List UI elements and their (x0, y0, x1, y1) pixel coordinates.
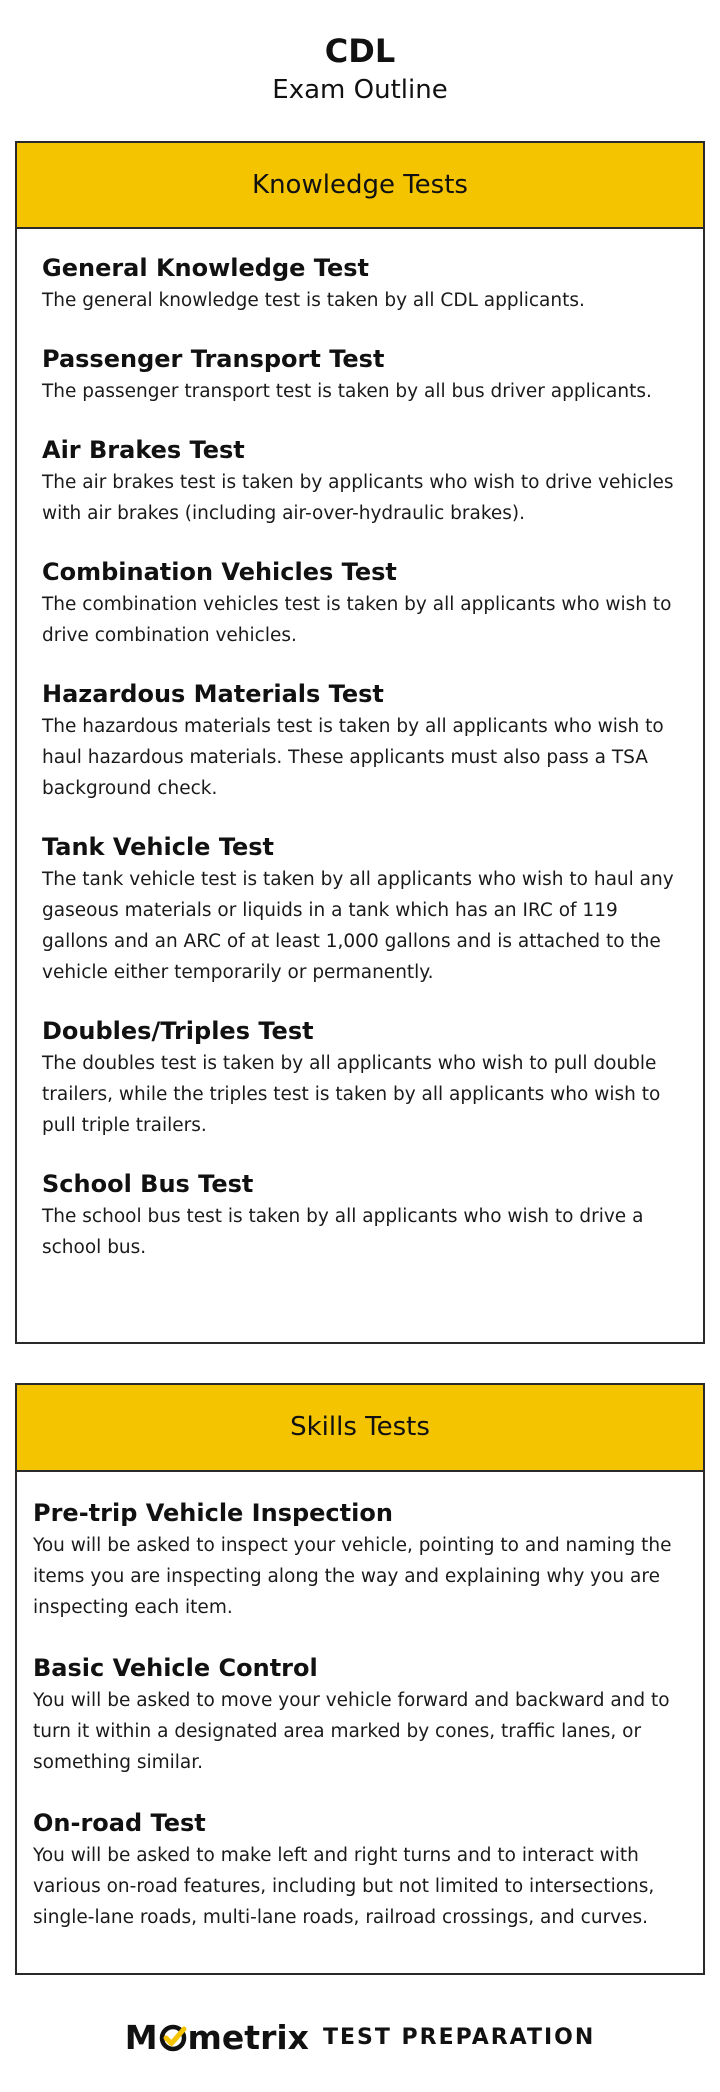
knowledge-tests-list (17, 229, 703, 1263)
item-title: School Bus Test (42, 1170, 254, 1198)
list-item (42, 830, 681, 988)
list-item (42, 1167, 681, 1263)
knowledge-tests-card (15, 141, 705, 1344)
list-item (42, 677, 681, 804)
skills-tests-list (17, 1472, 703, 1933)
page-header (0, 30, 720, 108)
item-title: General Knowledge Test (42, 254, 370, 282)
logo-brand-start: M (124, 2018, 158, 2057)
item-description: The school bus test is taken by all applicants who wish to drive a school bus. (42, 1206, 644, 1258)
list-item (42, 1014, 681, 1141)
item-description: The passenger transport test is taken by all bus driver applicants. (42, 381, 652, 402)
item-title: On-road Test (33, 1809, 206, 1837)
page-title: CDL (324, 32, 396, 70)
list-item (33, 1496, 681, 1623)
item-title: Air Brakes Test (42, 436, 245, 464)
item-description: You will be asked to make left and right turns and to interact with various on-road features, including but not limited to intersections, single-lane roads, multi-lane roads, railroad crossings, and curves. (33, 1845, 655, 1928)
item-description: The air brakes test is taken by applicants who wish to drive vehicles with air brakes (including air-over-hydraulic brakes). (42, 472, 674, 524)
item-description: The combination vehicles test is taken by all applicants who wish to drive combination vehicles. (42, 594, 672, 646)
skills-tests-header (17, 1385, 703, 1472)
item-title: Hazardous Materials Test (42, 680, 384, 708)
page-subtitle: Exam Outline (272, 75, 448, 105)
skills-tests-card (15, 1383, 705, 1975)
item-title: Pre-trip Vehicle Inspection (33, 1499, 393, 1527)
list-item (33, 1651, 681, 1778)
footer (0, 2018, 720, 2057)
item-title: Basic Vehicle Control (33, 1654, 318, 1682)
knowledge-tests-header (17, 143, 703, 229)
item-description: The doubles test is taken by all applicants who wish to pull double trailers, while the triples test is taken by all applicants who wish to pull triple trailers. (42, 1053, 661, 1136)
item-title: Combination Vehicles Test (42, 558, 397, 586)
item-description: You will be asked to move your vehicle forward and backward and to turn it within a designated area marked by cones, traffic lanes, or something similar. (33, 1690, 670, 1773)
list-item (42, 342, 681, 407)
item-description: The general knowledge test is taken by all CDL applicants. (42, 290, 585, 311)
item-title: Doubles/Triples Test (42, 1017, 314, 1045)
list-item (33, 1806, 681, 1933)
item-description: You will be asked to inspect your vehicle, pointing to and naming the items you are inspecting along the way and explaining why you are inspecting each item. (33, 1535, 672, 1618)
list-item (42, 555, 681, 651)
item-description: The tank vehicle test is taken by all applicants who wish to haul any gaseous materials or liquids in a tank which has an IRC of 119 gallons and an ARC of at least 1,000 gallons and is attached to the vehicle either temporarily or permanently. (42, 869, 674, 983)
checkmark-o-icon (159, 2024, 187, 2052)
logo-brand (125, 2018, 309, 2057)
mometrix-logo (125, 2018, 596, 2057)
knowledge-tests-heading: Knowledge Tests (252, 170, 468, 200)
logo-tagline: TEST PREPARATION (322, 2025, 596, 2050)
item-title: Passenger Transport Test (42, 345, 385, 373)
item-description: The hazardous materials test is taken by all applicants who wish to haul hazardous materials. These applicants must also pass a TSA background check. (42, 716, 664, 799)
logo-brand-end: metrix (187, 2018, 309, 2057)
item-title: Tank Vehicle Test (42, 833, 275, 861)
list-item (42, 251, 681, 316)
list-item (42, 433, 681, 529)
skills-tests-heading: Skills Tests (290, 1412, 430, 1442)
